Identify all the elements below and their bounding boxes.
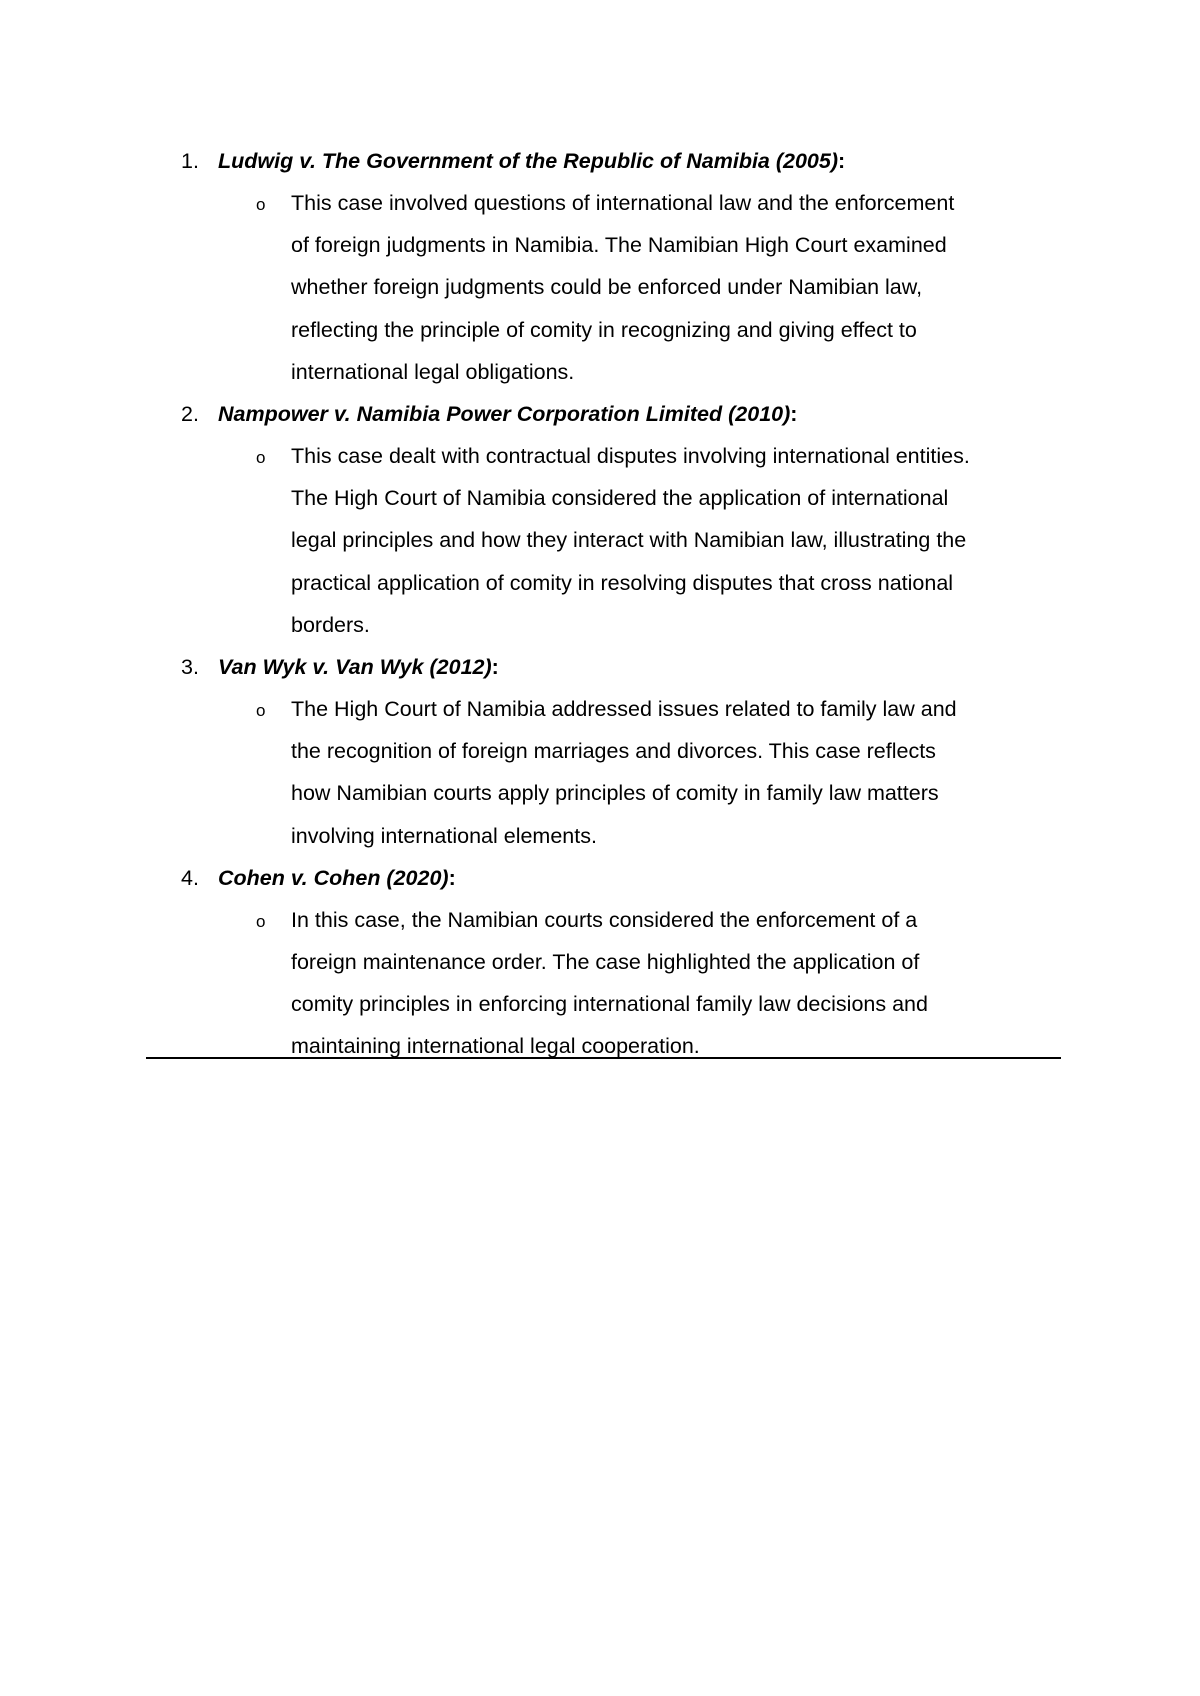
case-item-4 [181,857,1081,1068]
detail-line: of foreign judgments in Namibia. The Namibian High Court examined [291,233,947,258]
case-title-text: Ludwig v. The Government of the Republic of Namibia (2005) [218,149,839,173]
detail-line: This case involved questions of international law and the enforcement [291,191,955,215]
case-number: 2. [181,402,199,427]
detail-line: how Namibian courts apply principles of comity in family law matters [291,781,939,806]
case-title-colon: : [448,865,456,890]
case-number: 3. [181,655,199,680]
detail-line: foreign maintenance order. The case highlighted the application of [291,950,920,975]
case-title [218,140,845,182]
detail-line: legal principles and how they interact with Namibian law, illustrating the [291,528,967,553]
detail-line: practical application of comity in resolving disputes that cross national [291,570,954,595]
detail-line: reflecting the principle of comity in recognizing and giving effect to [291,317,917,342]
case-heading [181,646,1081,688]
case-list [181,140,1081,1068]
case-item-2 [181,393,1081,646]
case-detail [181,899,1141,1068]
detail-line: The High Court of Namibia considered the application of international [291,486,949,511]
case-title-text: Van Wyk v. Van Wyk (2012) [218,655,492,680]
case-number: 1. [181,149,199,173]
case-title [218,393,797,435]
case-detail [181,435,1141,646]
detail-line: In this case, the Namibian courts considered the enforcement of a [291,907,918,932]
bullet-icon: o [256,195,266,214]
case-title-text: Nampower v. Namibia Power Corporation Limited (2010) [218,402,791,427]
detail-line: involving international elements. [291,823,597,848]
case-item-3 [181,646,1081,857]
case-title-colon: : [491,655,499,680]
case-title-colon: : [790,402,798,427]
bullet-icon: o [256,911,266,931]
case-title-text: Cohen v. Cohen (2020) [218,865,449,890]
case-number: 4. [181,865,199,890]
detail-line: international legal obligations. [291,359,575,384]
case-title-colon: : [838,149,846,173]
case-title [218,646,499,688]
detail-line: This case dealt with contractual disputes involving international entities. [291,444,970,469]
bullet-icon: o [256,701,266,721]
bullet-icon: o [256,448,266,468]
detail-line: The High Court of Namibia addressed issues related to family law and [291,697,957,722]
case-item-1 [181,140,1081,393]
case-heading [181,393,1081,435]
case-detail [181,182,1141,393]
detail-line: the recognition of foreign marriages and divorces. This case reflects [291,739,936,764]
horizontal-rule [146,1057,1061,1059]
case-title [218,857,456,899]
case-detail [181,688,1141,857]
detail-line: whether foreign judgments could be enforced under Namibian law, [291,275,923,300]
case-heading [181,857,1081,899]
detail-line: maintaining international legal cooperation. [291,1034,700,1059]
detail-line: comity principles in enforcing international family law decisions and [291,992,928,1017]
detail-line: borders. [291,612,370,637]
case-heading [181,140,1081,182]
